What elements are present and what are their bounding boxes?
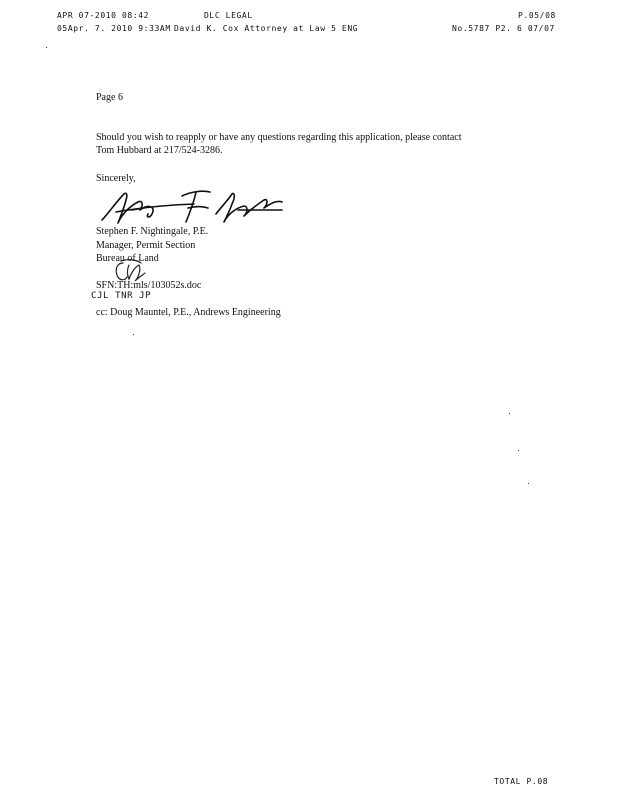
scan-speck — [509, 413, 510, 414]
signer-title: Manager, Permit Section — [96, 240, 196, 251]
fax-header-sender-2: David K. Cox Attorney at Law 5 ENG — [174, 24, 359, 33]
scan-speck — [133, 334, 134, 335]
closing: Sincerely, — [96, 173, 136, 184]
body-line-2: Tom Hubbard at 217/524-3286. — [96, 145, 223, 156]
file-reference: SFN:TH:mls/103052s.doc — [96, 280, 202, 291]
fax-total-pages: TOTAL P.08 — [494, 777, 549, 786]
signer-name: Stephen F. Nightingale, P.E. — [96, 226, 209, 237]
fax-header-datetime-2: 05Apr. 7. 2010 9:33AM — [57, 24, 171, 33]
body-line-1: Should you wish to reapply or have any questions regarding this application, please contact — [96, 132, 462, 143]
fax-header-sender-1: DLC LEGAL — [204, 11, 253, 20]
scan-speck — [528, 483, 529, 484]
fax-header-page-2: No.5787 P2. 6 07/07 — [452, 24, 555, 33]
handwritten-initials: CJL TNR JP — [91, 291, 152, 301]
page-label: Page 6 — [96, 92, 123, 103]
cc-line: cc: Doug Mauntel, P.E., Andrews Engineering — [96, 307, 281, 318]
scan-speck — [46, 47, 47, 48]
fax-header-datetime-1: APR 07-2010 08:42 — [57, 11, 150, 20]
scan-speck — [518, 450, 519, 451]
signer-bureau: Bureau of Land — [96, 253, 159, 264]
fax-header-page-1: P.05/08 — [518, 11, 556, 20]
signature-image — [98, 188, 288, 228]
